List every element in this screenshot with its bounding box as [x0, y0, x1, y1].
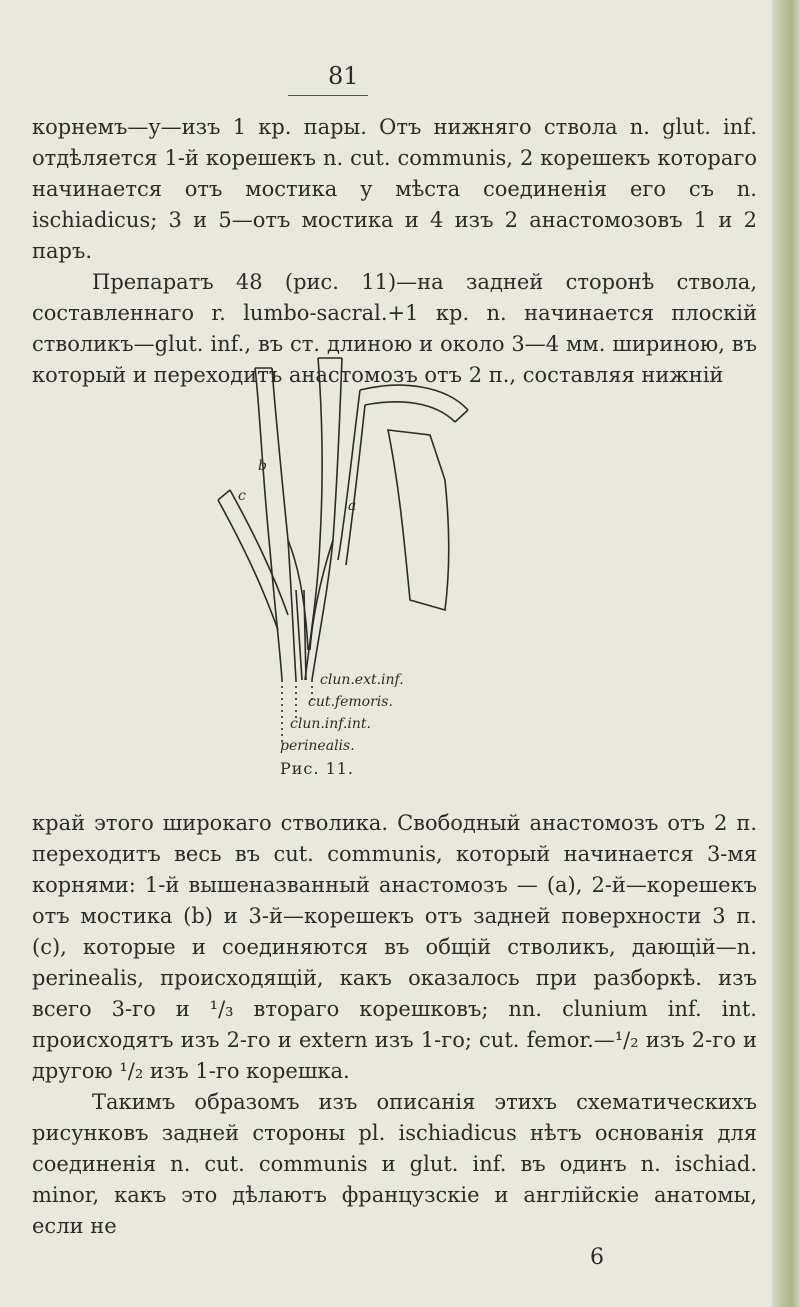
- page-edge: [772, 0, 800, 1307]
- paragraph-3: край этого широкаго стволика. Свободный анастомозъ отъ 2 п. переходитъ весь въ cut. communis, который начинается 3-мя корнями: 1-й вышеназванный анастомозъ — (a), 2-й—корешекъ отъ мостика (b) и 3-й—корешекъ отъ задней поверхности 3 п. (c), которые и соединяются въ общій стволикъ, дающій—n. perinealis, происходящій, какъ оказалось при разборкѣ. изъ всего 3-го и ¹/₃ втораго корешковъ; nn. clunium inf. int. происходятъ изъ 2-го и extern изъ 1-го; cut. femor.—¹/₂ изъ 2-го и другою ¹/₂ изъ 1-го корешка.: [32, 811, 757, 1083]
- label-a: a: [348, 498, 357, 514]
- paragraph-1: корнемъ—у—изъ 1 кр. пары. Отъ нижняго ствола n. glut. inf. отдѣляется 1-й корешекъ n. cut. communis, 2 корешекъ котораго начинается отъ мостика у мѣста соединенія его съ n. ischiadicus; 3 и 5—отъ мостика и 4 изъ 2 анастомозовъ 1 и 2 паръ.: [32, 115, 757, 263]
- text-bottom: [32, 808, 757, 1242]
- paragraph-4: Такимъ образомъ изъ описанія этихъ схематическихъ рисунковъ задней стороны pl. ischiadicus нѣтъ основанія для соединенія n. cut. communis и glut. inf. въ одинъ n. ischiad. minor, какъ это дѣлаютъ французскіе и англійскіе анатомы, если не: [32, 1090, 757, 1238]
- figure-11: [200, 350, 520, 770]
- page-number-rule: [288, 95, 368, 96]
- label-clun-inf-int: clun.inf.int.: [290, 716, 371, 732]
- label-c: c: [238, 488, 246, 504]
- page-number: 81: [328, 62, 359, 90]
- figure-caption: Рис. 11.: [280, 759, 355, 778]
- label-perinealis: perinealis.: [280, 738, 355, 754]
- paragraph-2: Препаратъ 48 (рис. 11)—на задней сторонѣ ствола, составленнаго r. lumbo-sacral.+1 кр. n. начинается плоскій стволикъ—glut. inf., въ ст. длиною и около 3—4 мм. шириною, въ который и переходитъ анастомозъ отъ 2 п., составляя нижній: [32, 270, 757, 387]
- label-b: b: [258, 458, 267, 474]
- label-cut-femoris: cut.femoris.: [308, 694, 393, 710]
- signature-mark: 6: [590, 1245, 604, 1270]
- label-clun-ext: clun.ext.inf.: [320, 672, 404, 688]
